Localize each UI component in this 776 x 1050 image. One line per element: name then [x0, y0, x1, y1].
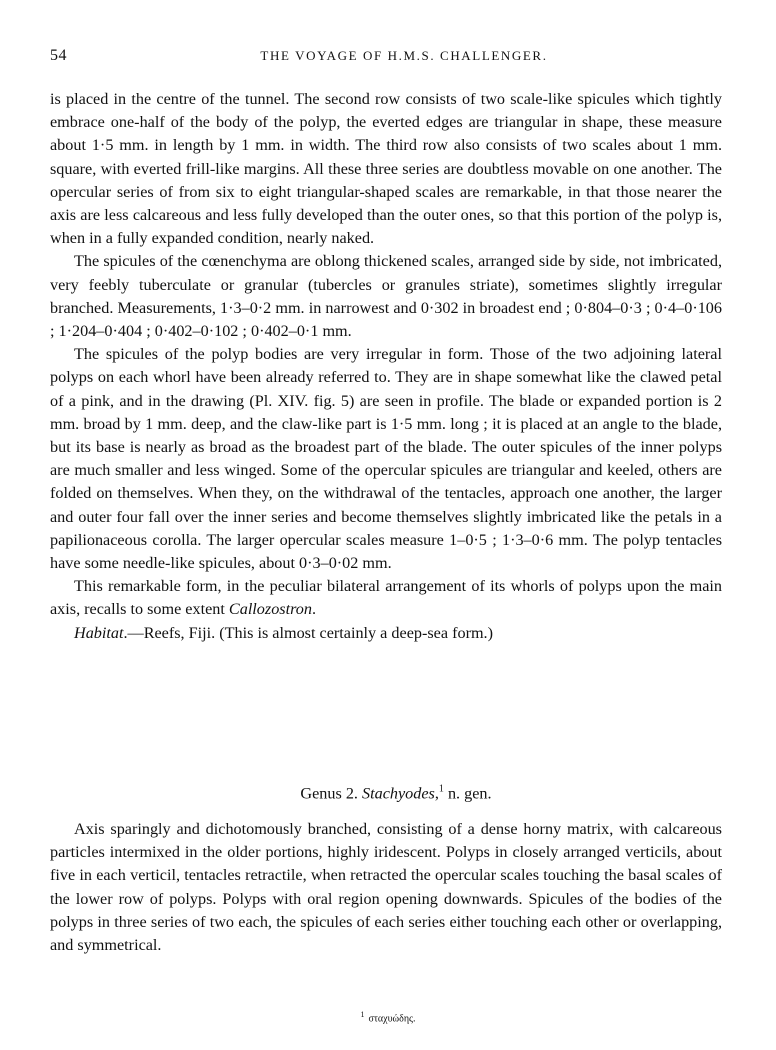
- genus-name: Stachyodes: [362, 784, 435, 803]
- footnote-text: σταχυώδης.: [368, 1013, 416, 1025]
- remarkable-form-end: .: [311, 600, 317, 619]
- genus-heading: [50, 778, 722, 805]
- main-text: [50, 88, 722, 645]
- remarkable-form-text: This remarkable form, in the peculiar bilateral arrangement of its whorls of polyps upon the main axis, recalls to some extent: [50, 577, 722, 619]
- paragraph-polyp-spicules: The spicules of the polyp bodies are very irregular in form. Those of the two adjoining lateral polyps on each whorl have been already referred to. They are in shape somewhat like the clawed petal of a pink, and in the drawing (Pl. XIV. fig. 5) are seen in profile. The blade or expanded portion is 2 mm. broad by 1 mm. deep, and the claw-like part is 1·5 mm. long ; it is placed at an angle to the blade, but its base is nearly as broad as the broadest part of the blade. The outer spicules of the inner polyps are much smaller and less winged. Some of the opercular spicules are triangular and keeled, others are folded on themselves. When they, on the withdrawal of the tentacles, approach one another, the larger and outer four fall over the inner series and become themselves slightly imbricated like the petals in a papilionaceous corolla. The larger opercular scales measure 1–0·5 ; 1·3–0·6 mm. The polyp tentacles have some needle-like spicules, about 0·3–0·02 mm.: [50, 345, 722, 573]
- genus-description: [50, 818, 722, 957]
- habitat-label: Habitat: [74, 623, 124, 642]
- habitat-text: .—Reefs, Fiji. (This is almost certainly a deep-sea form.): [123, 623, 493, 642]
- genus-footnote-mark: ,$^1$: [434, 784, 444, 803]
- genus-description-text: Axis sparingly and dichotomously branched, consisting of a dense horny matrix, with calcareous particles intermixed in the older portions, highly iridescent. Polyps in closely arranged verticils, about five in each verticil, tentacles retractile, when retracted the opercular scales touching the basal scales of the lower row of polyps. Polyps with oral region opening downwards. Spicules of the bodies of the polyps in three series of two each, the spicules of each series either touching each other or overlapping, and symmetrical.: [50, 820, 722, 955]
- running-title: THE VOYAGE OF H.M.S. CHALLENGER.: [260, 48, 548, 63]
- paragraph-remarkable-form: [50, 575, 722, 621]
- footnote: [0, 1010, 776, 1024]
- page-number: 54: [50, 47, 67, 64]
- genus-prefix: Genus 2.: [300, 784, 363, 803]
- genus-reference: Callozostron: [228, 600, 312, 619]
- paragraph-habitat: [50, 622, 722, 645]
- page-header: [50, 47, 740, 69]
- paragraph-coenenchyma-spicules: The spicules of the cœnenchyma are oblong thickened scales, arranged side by side, not imbricated, very feebly tuberculate or granular (tubercles or granules striate), sometimes slightly irregular branched. Measurements, 1·3–0·2 mm. in narrowest and 0·302 in broadest end ; 0·804–0·3 ; 0·4–0·106 ; 1·204–0·404 ; 0·402–0·102 ; 0·402–0·1 mm.: [50, 252, 722, 341]
- paragraph-opercular: is placed in the centre of the tunnel. The second row consists of two scale-like spicules which tightly embrace one-half of the body of the polyp, the everted edges are triangular in shape, these measure about 1·5 mm. in length by 1 mm. in width. The third row also consists of two scales about 1 mm. square, with everted frill-like margins. All these three series are doubtless movable on one another. The opercular series of from six to eight triangular-shaped scales are remarkable, in that those nearer the axis are less calcareous and less fully developed than the outer ones, so that this portion of the polyp is, when in a fully expanded condition, nearly naked.: [50, 90, 722, 248]
- genus-suffix: n. gen.: [443, 784, 492, 803]
- footnote-mark: 1: [360, 1010, 365, 1019]
